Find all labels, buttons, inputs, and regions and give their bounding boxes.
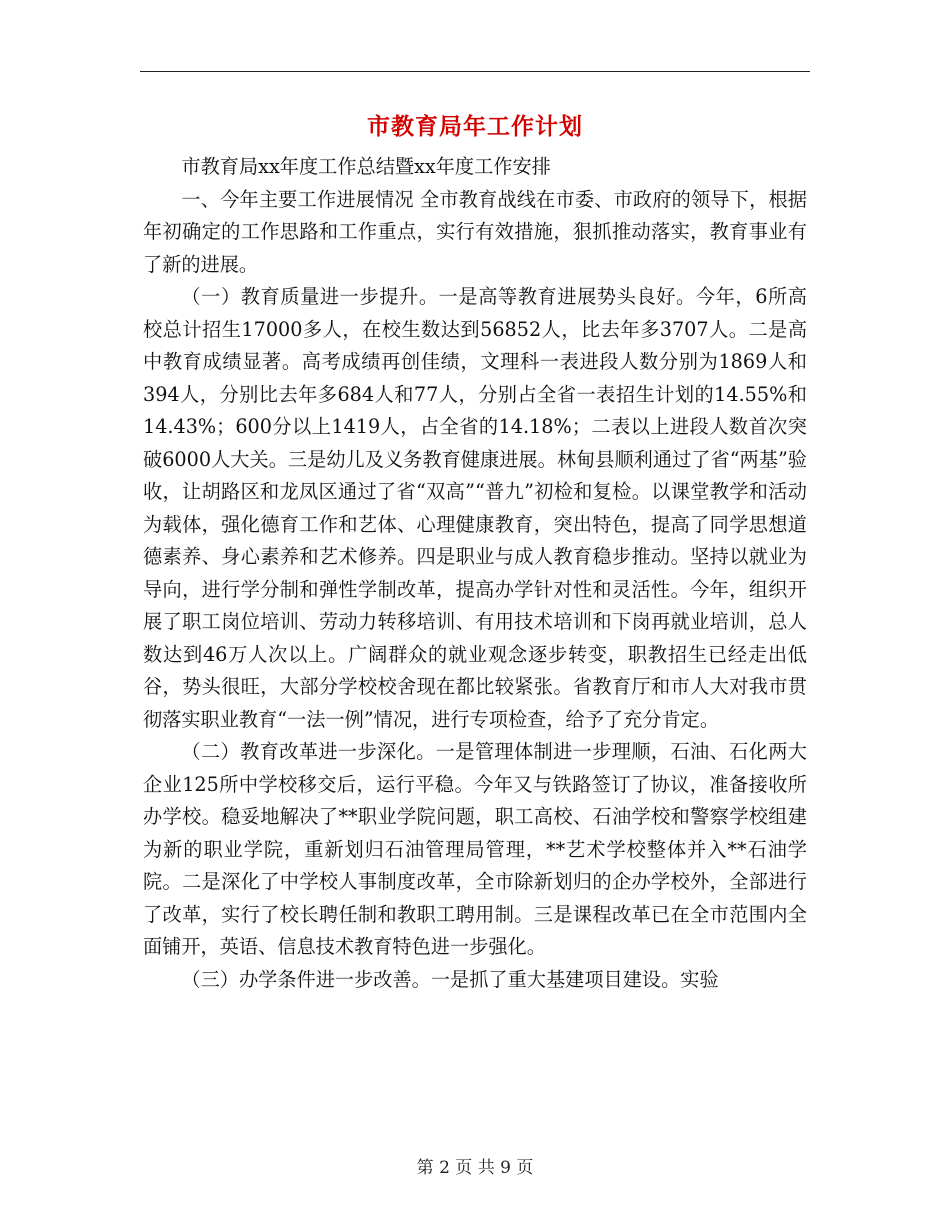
body-paragraph: 一、今年主要工作进展情况 全市教育战线在市委、市政府的领导下，根据年初确定的工作思路和工作重点，实行有效措施，狠抓推动落实，教育事业有了新的进展。 xyxy=(143,187,807,276)
subtitle-paragraph: 市教育局xx年度工作总结暨xx年度工作安排 xyxy=(181,155,551,178)
header-rule xyxy=(140,71,810,72)
page-number: 第 2 页 共 9 页 xyxy=(416,1158,534,1178)
document-title: 市教育局年工作计划 xyxy=(367,113,583,140)
document-body xyxy=(143,151,807,996)
body-paragraph: （一）教育质量进一步提升。一是高等教育进展势头良好。今年，6所高校总计招生17000多人，在校生数达到56852人，比去年多3707人。二是高中教育成绩显著。高考成绩再创佳绩，文理科一表进段人数分别为1869人和394人，分别比去年多684人和77人，分别占全省一表招生计划的14.55%和14.43%；600分以上1419人，占全省的14.18%；二表以上进段人数首次突破6000人大关。三是幼儿及义务教育健康进展。林甸县顺利通过了省“两基”验收，让胡路区和龙凤区通过了省“双高”“普九”初检和复检。以课堂教学和活动为载体，强化德育工作和艺体、心理健康教育，突出特色，提高了同学思想道德素养、身心素养和艺术修养。四是职业与成人教育稳步推动。坚持以就业为导向，进行学分制和弹性学制改革，提高办学针对性和灵活性。今年，组织开展了职工岗位培训、劳动力转移培训、有用技术培训和下岗再就业培训，总人数达到46万人次以上。广阔群众的就业观念逐步转变，职教招生已经走出低谷，势头很旺，大部分学校校舍现在都比较紧张。省教育厅和市人大对我市贯彻落实职业教育“一法一例”情况，进行专项检查，给予了充分肯定。 xyxy=(143,285,807,731)
body-paragraph: （三）办学条件进一步改善。一是抓了重大基建项目建设。实验 xyxy=(181,967,719,991)
body-paragraph: （二）教育改革进一步深化。一是管理体制进一步理顺，石油、石化两大企业125所中学校移交后，运行平稳。今年又与铁路签订了协议，准备接收所办学校。稳妥地解决了**职业学院问题，职工高校、石油学校和警察学校组建为新的职业学院，重新划归石油管理局管理，**艺术学校整体并入**石油学院。二是深化了中学校人事制度改革，全市除新划归的企办学校外，全部进行了改革，实行了校长聘任制和教职工聘用制。三是课程改革已在全市范围内全面铺开，英语、信息技术教育特色进一步强化。 xyxy=(143,740,807,958)
